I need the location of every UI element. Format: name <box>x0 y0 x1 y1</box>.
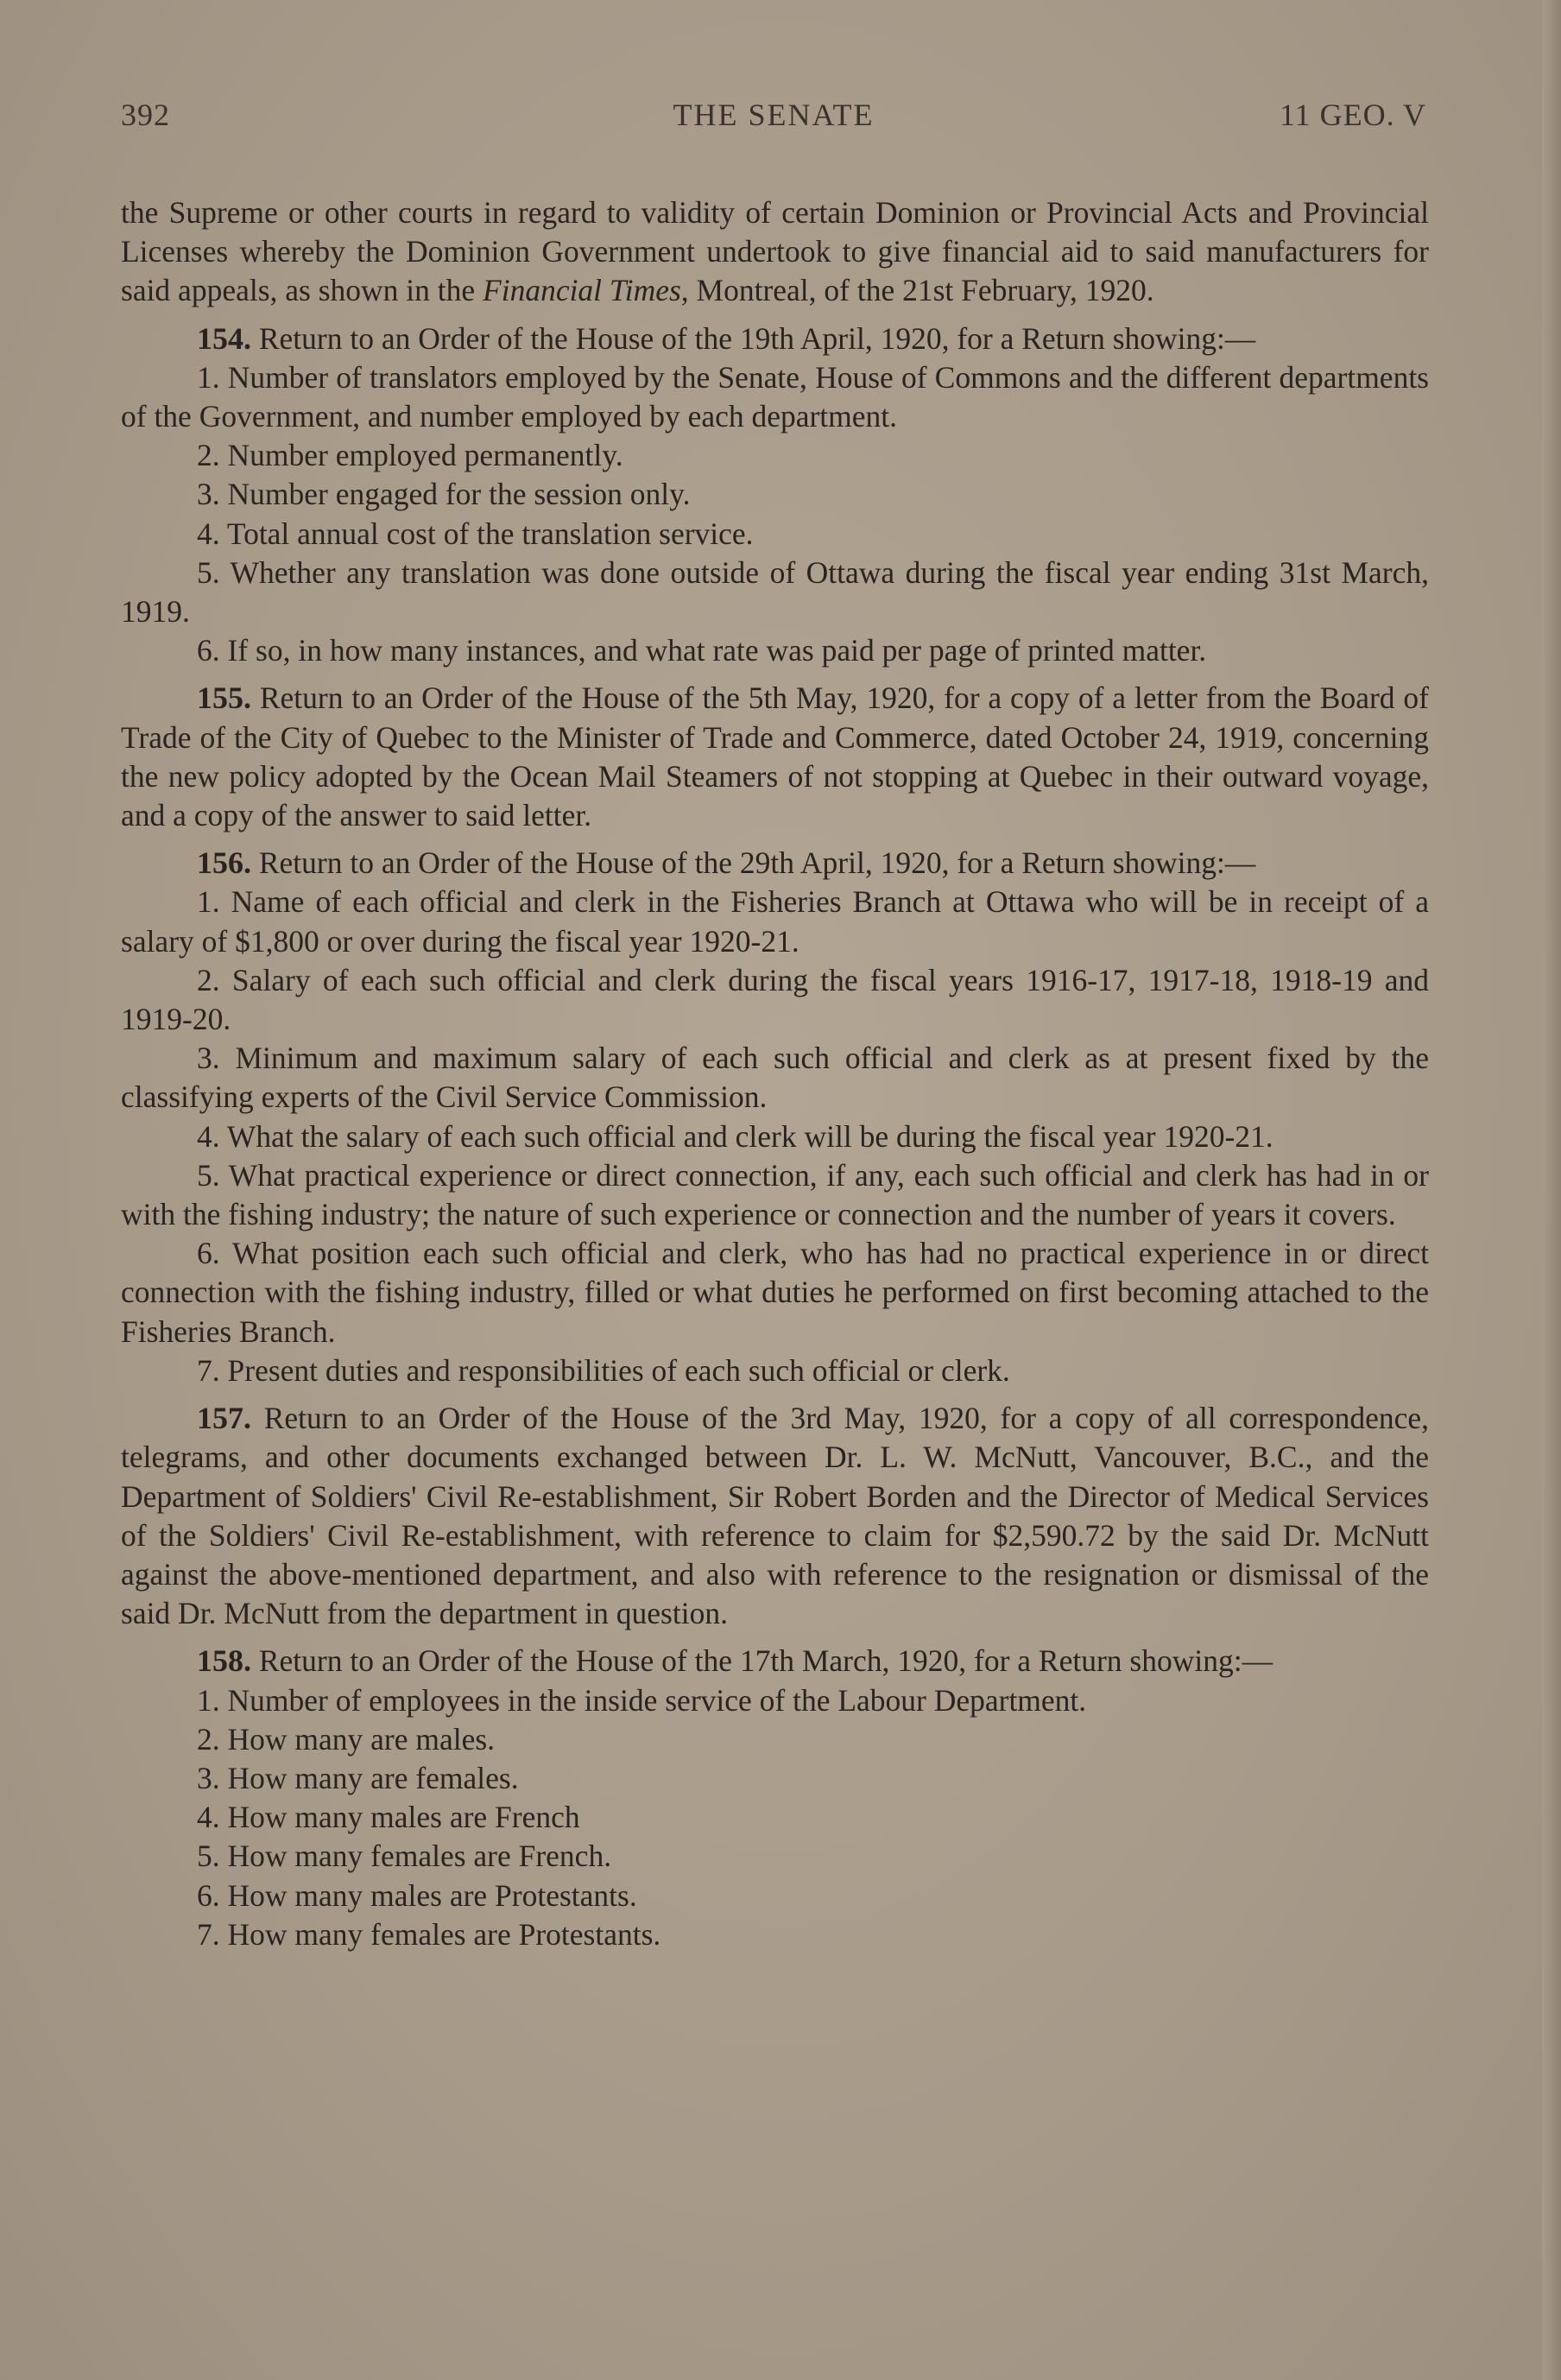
sub-item: 6. If so, in how many instances, and what rate was paid per page of printed matter. <box>197 633 1207 668</box>
return-item-154 <box>121 320 1429 358</box>
item-number: 156. <box>197 845 251 881</box>
item-text: Return to an Order of the House of the 19th April, 1920, for a Return showing:— <box>251 320 1256 356</box>
regnal-year: 11 GEO. V <box>1280 98 1426 132</box>
running-header <box>121 97 1426 140</box>
item-number: 157. <box>197 1401 251 1436</box>
page-title: THE SENATE <box>673 98 875 132</box>
sub-item: 5. How many females are French. <box>197 1839 612 1874</box>
page-edge <box>1542 0 1561 2380</box>
return-item-157 <box>121 1399 1429 1633</box>
return-item-158 <box>121 1642 1429 1681</box>
sub-item: 2. Number employed permanently. <box>197 438 623 473</box>
item-number: 154. <box>197 320 251 356</box>
page-number: 392 <box>121 98 170 132</box>
sub-item: 7. Present duties and responsibilities of each such official or clerk. <box>197 1352 1010 1388</box>
item-number: 155. <box>197 680 251 716</box>
sub-item: 1. Name of each official and clerk in the Fisheries Branch at Ottawa who will be in receipt of a salary of $1,800 or over during the fiscal year 1920-21. <box>121 884 1429 959</box>
sub-item: 6. How many males are Protestants. <box>197 1877 637 1913</box>
item-text: Return to an Order of the House of the 17th March, 1920, for a Return showing:— <box>251 1643 1273 1679</box>
item-text: Return to an Order of the House of the 3rd May, 1920, for a copy of all correspondence, telegrams, and other documents exchanged between Dr. L. W. McNutt, Vancouver, B.C., and the Department of Soldiers' Civil Re-establishment, Sir Robert Borden and the Director of Medical Services of the Soldiers' Civil Re-establishment, with reference to claim for $2,590.72 by the said Dr. McNutt against the above-mentioned department, and also with reference to the resignation or dismissal of the said Dr. McNutt from the department in question. <box>121 1401 1429 1631</box>
sub-item: 2. Salary of each such official and clerk during the fiscal years 1916-17, 1917-18, 1918-19 and 1919-20. <box>121 962 1429 1037</box>
sub-item: 2. How many are males. <box>197 1721 496 1757</box>
sub-item: 3. Minimum and maximum salary of each such official and clerk as at present fixed by the classifying experts of the Civil Service Commission. <box>121 1041 1429 1115</box>
sub-item: 1. Number of translators employed by the Senate, House of Commons and the different departments of the Government, and number employed by each department. <box>121 359 1429 434</box>
item-text: Return to an Order of the House of the 29th April, 1920, for a Return showing:— <box>251 845 1256 881</box>
sub-item: 4. Total annual cost of the translation service. <box>197 516 754 551</box>
sub-item: 1. Number of employees in the inside service of the Labour Department. <box>197 1682 1087 1718</box>
sub-item: 3. How many are females. <box>197 1760 519 1795</box>
sub-item: 4. How many males are French <box>197 1800 580 1835</box>
item-text: Return to an Order of the House of the 5th May, 1920, for a copy of a letter from the Board of Trade of the City of Quebec to the Minister of Trade and Commerce, dated October 24, 1919, concerning the new policy adopted by the Ocean Mail Steamers of not stopping at Quebec in their outward voyage, and a copy of the answer to said letter. <box>121 680 1429 833</box>
return-item-156 <box>121 844 1429 883</box>
sub-item: 5. Whether any translation was done outside of Ottawa during the fiscal year ending 31st March, 1919. <box>121 554 1429 630</box>
opening-paragraph: the Supreme or other courts in regard to validity of certain Dominion or Provincial Acts and Provincial Licenses whereby the Dominion Government undertook to give financial aid to said manufacturers for said appeals, as shown in the Financial Times, Montreal, of the 21st February, 1920. <box>121 195 1429 308</box>
publication-title: Financial Times, <box>483 273 689 308</box>
return-item-155 <box>121 679 1429 835</box>
sub-item: 3. Number engaged for the session only. <box>197 477 691 512</box>
sub-item: 6. What position each such official and clerk, who has had no practical experience in or direct connection with the fishing industry, filled or what duties he performed on first becoming attached to the Fisheries Branch. <box>121 1236 1429 1349</box>
item-number: 158. <box>197 1643 251 1679</box>
sub-item: 5. What practical experience or direct connection, if any, each such official and clerk has had in or with the fishing industry; the nature of such experience or connection and the number of years it covers. <box>121 1157 1429 1232</box>
page-body <box>121 193 1429 1954</box>
sub-item: 4. What the salary of each such official and clerk will be during the fiscal year 1920-21. <box>197 1118 1273 1154</box>
sub-item: 7. How many females are Protestants. <box>197 1916 661 1952</box>
